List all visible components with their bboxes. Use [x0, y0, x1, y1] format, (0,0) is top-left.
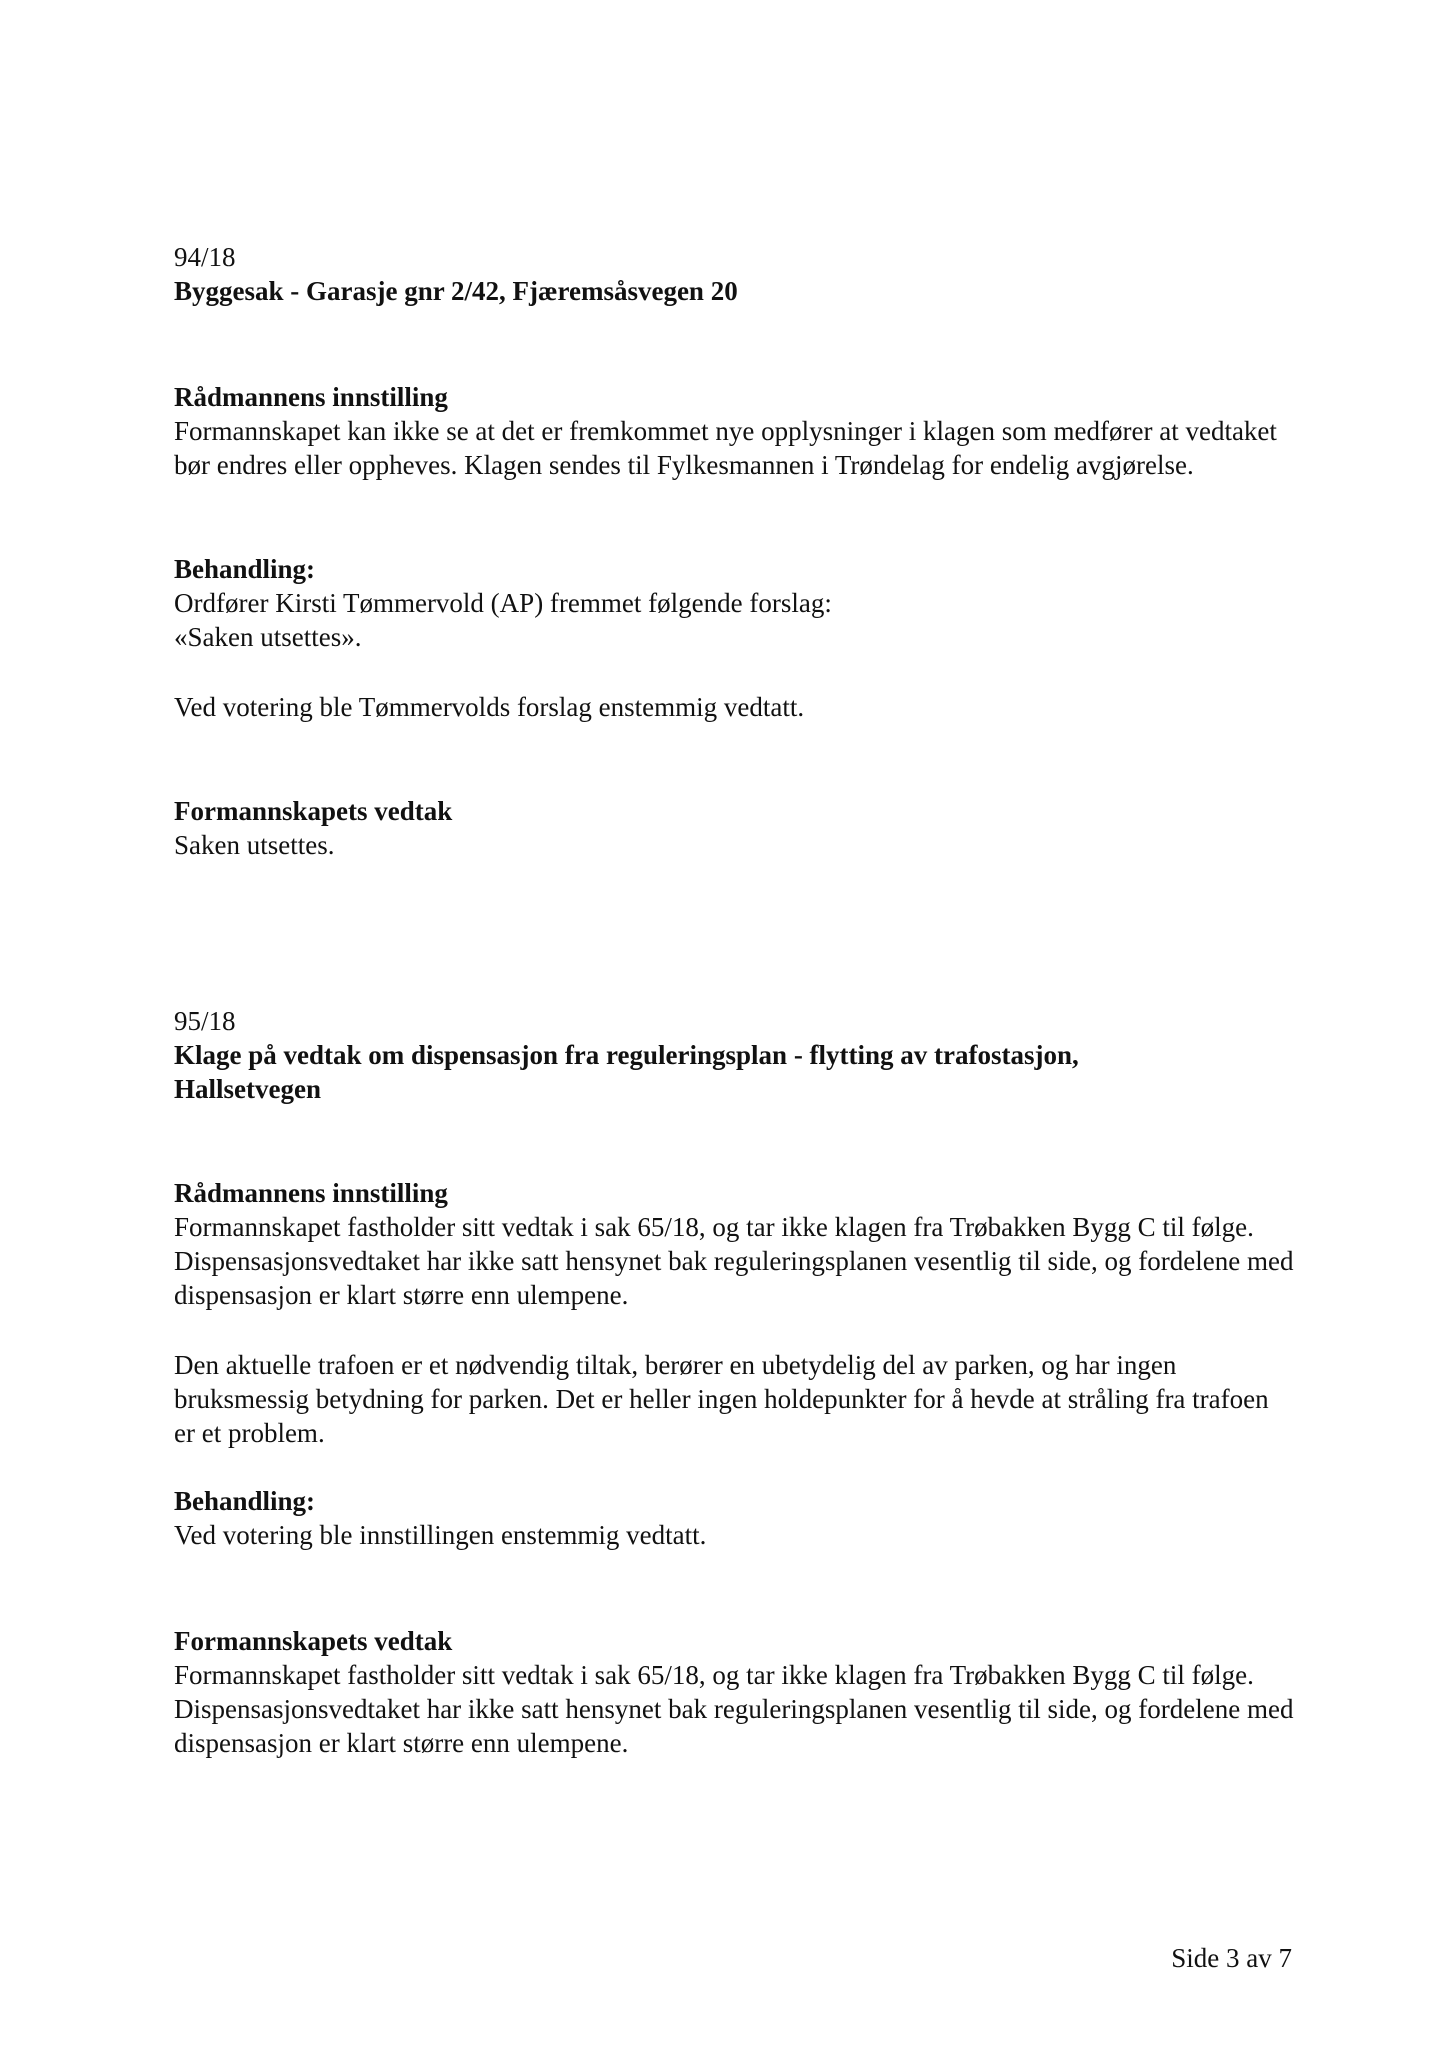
decision-heading: Formannskapets vedtak: [174, 1626, 453, 1656]
decision-heading: Formannskapets vedtak: [174, 796, 453, 826]
case2-recommendation-cont: [174, 1348, 1294, 1450]
vote-text: Ved votering ble Tømmervolds forslag enstemmig vedtatt.: [174, 692, 805, 722]
vote-text: Ved votering ble innstillingen enstemmig vedtatt.: [174, 1520, 707, 1550]
case1-decision: [174, 794, 1294, 862]
recommendation-text: Formannskapet kan ikke se at det er fremkommet nye opplysninger i klagen som medfører at vedtaket bør endres eller oppheves. Klagen sendes til Fylkesmannen i Trøndelag for endelig avgjørelse.: [174, 416, 1277, 480]
case-number: 94/18: [174, 242, 236, 272]
treatment-heading: Behandling:: [174, 554, 316, 584]
recommendation-heading: Rådmannens innstilling: [174, 1178, 448, 1208]
case-title: Klage på vedtak om dispensasjon fra reguleringsplan - flytting av trafostasjon, Hallsetvegen: [174, 1040, 1079, 1104]
decision-text: Formannskapet fastholder sitt vedtak i sak 65/18, og tar ikke klagen fra Trøbakken Bygg C til følge. Dispensasjonsvedtaket har ikke satt hensynet bak reguleringsplanen vesentlig til side, og fordelene med dispensasjon er klart større enn ulempene.: [174, 1660, 1294, 1758]
case2-treatment: [174, 1484, 1294, 1552]
treatment-line: «Saken utsettes».: [174, 622, 362, 652]
recommendation-heading: Rådmannens innstilling: [174, 382, 448, 412]
treatment-heading: Behandling:: [174, 1486, 316, 1516]
case-94-18: [174, 240, 1294, 308]
case-title: Byggesak - Garasje gnr 2/42, Fjæremsåsvegen 20: [174, 276, 738, 306]
page-number: Side 3 av 7: [1171, 1943, 1292, 1973]
case1-vote: [174, 690, 1294, 724]
recommendation-text: Formannskapet fastholder sitt vedtak i sak 65/18, og tar ikke klagen fra Trøbakken Bygg C til følge. Dispensasjonsvedtaket har ikke satt hensynet bak reguleringsplanen vesentlig til side, og fordelene med dispensasjon er klart større enn ulempene.: [174, 1212, 1294, 1310]
document-page: [174, 0, 1294, 2048]
case-number: 95/18: [174, 1006, 236, 1036]
recommendation-text: Den aktuelle trafoen er et nødvendig tiltak, berører en ubetydelig del av parken, og har ingen bruksmessig betydning for parken. Det er heller ingen holdepunkter for å hevde at stråling fra trafoen er et problem.: [174, 1350, 1269, 1448]
case1-recommendation: [174, 380, 1294, 482]
treatment-line: Ordfører Kirsti Tømmervold (AP) fremmet følgende forslag:: [174, 588, 832, 618]
case2-recommendation: [174, 1176, 1294, 1312]
case2-decision: [174, 1624, 1294, 1760]
case-95-18: [174, 1004, 1294, 1106]
decision-text: Saken utsettes.: [174, 830, 335, 860]
case1-treatment: [174, 552, 1294, 654]
